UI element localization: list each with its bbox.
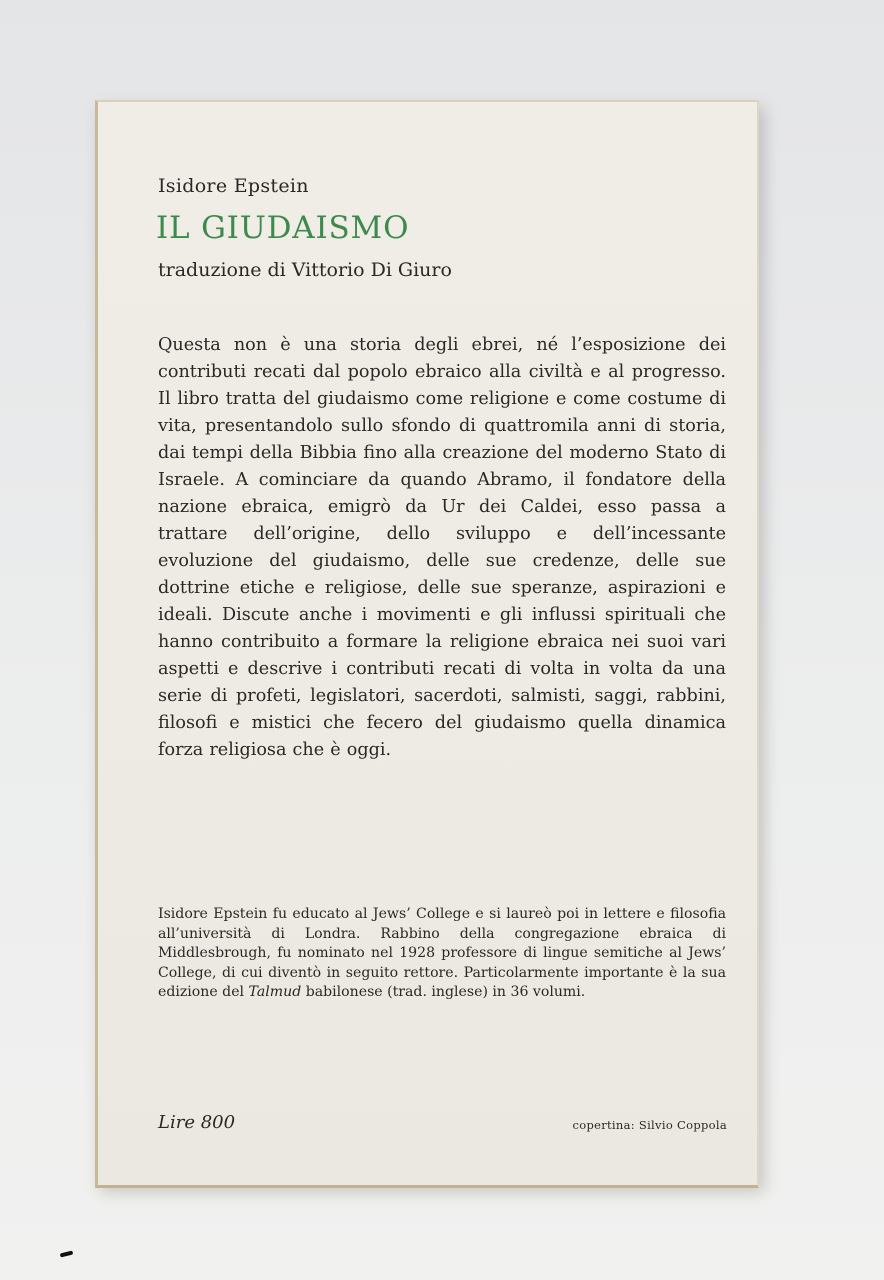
surface-mark — [60, 1250, 74, 1257]
book-back-cover — [95, 100, 759, 1188]
book-description: Questa non è una storia degli ebrei, né l’esposizione dei contributi recati dal popolo ebraico alla civiltà e al progresso. Il libro tratta del giudaismo come religione e come costume di vita, presentandolo sullo sfondo di quattromila anni di storia, dai tempi della Bibbia fino alla creazione del moderno Stato di Israele. A cominciare da quando Abramo, il fondatore della nazione ebraica, emigrò da Ur dei Caldei, esso passa a trattare dell’origine, dello sviluppo e dell’incessante evoluzione del giudaismo, delle sue credenze, delle sue dottrine etiche e religiose, delle sue speranze, aspirazioni e ideali. Discute anche i movimenti e gli influssi spirituali che hanno contribuito a formare la religione ebraica nei suoi vari aspetti e descrive i contributi recati di volta in volta da una serie di profeti, legislatori, sacerdoti, salmisti, saggi, rabbini, filosofi e mistici che fecero del giudaismo quella dinamica forza religiosa che è oggi. — [158, 335, 726, 760]
translator-credit: traduzione di Vittorio Di Giuro — [158, 259, 452, 281]
author-name: Isidore Epstein — [158, 175, 309, 197]
bio-text-end: babilonese (trad. inglese) in 36 volumi. — [301, 984, 586, 1000]
cover-designer-credit: copertina: Silvio Coppola — [572, 1118, 727, 1132]
book-price: Lire 800 — [158, 1112, 236, 1133]
bio-text-start: Isidore Epstein fu educato al Jews’ College e si laureò poi in lettere e filosofia all’università di Londra. Rabbino della congregazione ebraica di Middlesbrough, fu nominato nel 1928 professore di lingue semitiche al Jews’ College, di cui diventò in seguito rettore. Particolarmente importante è la sua edizione del — [158, 906, 726, 1000]
book-title: IL GIUDAISMO — [156, 210, 410, 246]
bio-italic-title: Talmud — [248, 984, 302, 1000]
author-biography — [158, 905, 726, 1003]
